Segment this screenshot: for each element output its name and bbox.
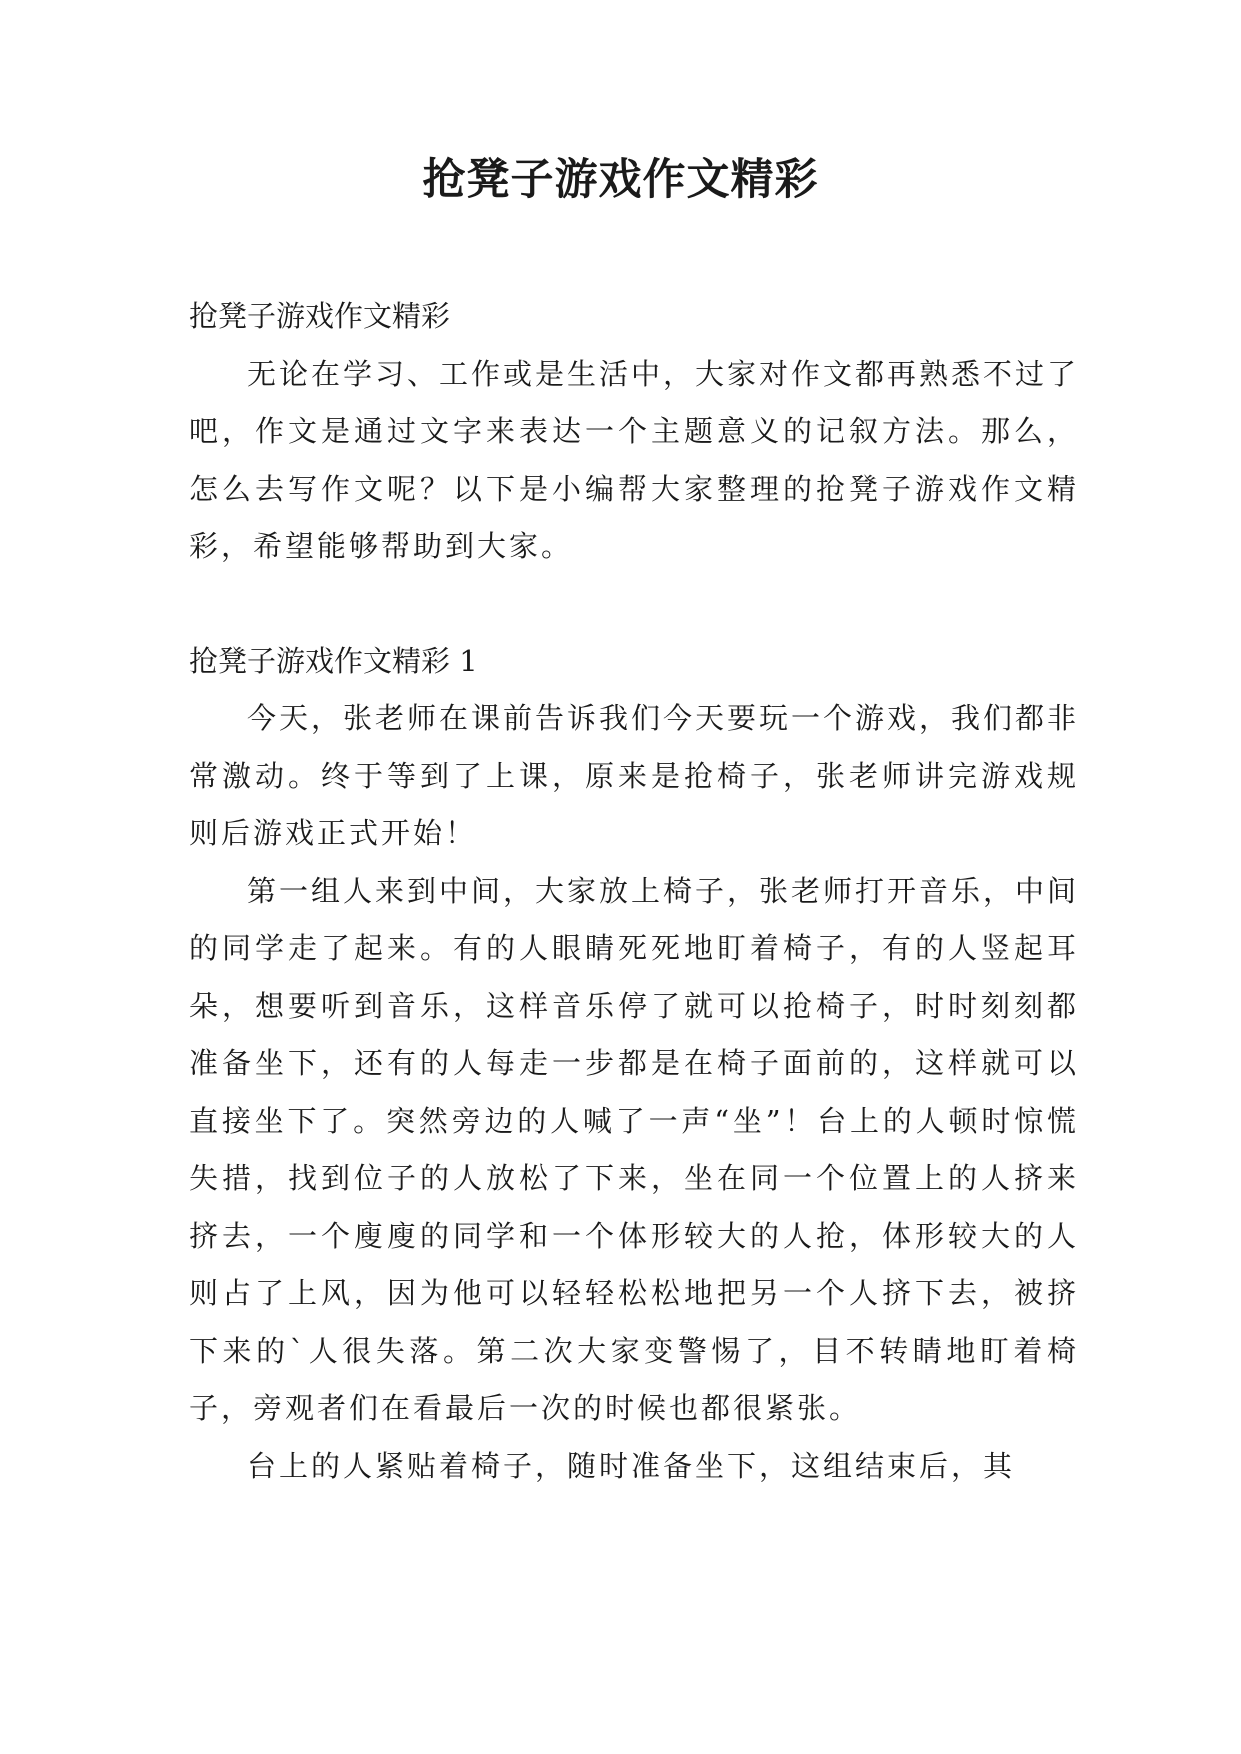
section-heading: 抢凳子游戏作文精彩 1 [189, 643, 478, 678]
section-paragraph: 第一组人来到中间，大家放上椅子，张老师打开音乐，中间的同学走了起来。有的人眼睛死死地盯着椅子，有的人竖起耳朵，想要听到音乐，这样音乐停了就可以抢椅子，时时刻刻都准备坐下，还有的人每走一步都是在椅子面前的，这样就可以直接坐下了。突然旁边的人喊了一声“坐”！台上的人顿时惊慌失措，找到位子的人放松了下来，坐在同一个位置上的人挤来挤去，一个廋廋的同学和一个体形较大的人抢，体形较大的人则占了上风，因为他可以轻轻松松地把另一个人挤下去，被挤下来的`人很失落。第二次大家变警惕了，目不转睛地盯着椅子，旁观者们在看最后一次的时候也都很紧张。 [189, 873, 1080, 1425]
intro-paragraph: 无论在学习、工作或是生活中，大家对作文都再熟悉不过了吧，作文是通过文字来表达一个主题意义的记叙方法。那么，怎么去写作文呢？以下是小编帮大家整理的抢凳子游戏作文精彩，希望能够帮助到大家。 [189, 356, 1080, 563]
section-paragraph: 台上的人紧贴着椅子，随时准备坐下，这组结束后，其 [247, 1448, 1016, 1483]
section-paragraph: 今天，张老师在课前告诉我们今天要玩一个游戏，我们都非常激动。终于等到了上课，原来是抢椅子，张老师讲完游戏规则后游戏正式开始！ [189, 701, 1080, 850]
document-body [189, 288, 1079, 1495]
document-title: 抢凳子游戏作文精彩 [422, 155, 819, 205]
document-subtitle: 抢凳子游戏作文精彩 [189, 299, 451, 333]
paragraph-spacer [189, 576, 1079, 633]
